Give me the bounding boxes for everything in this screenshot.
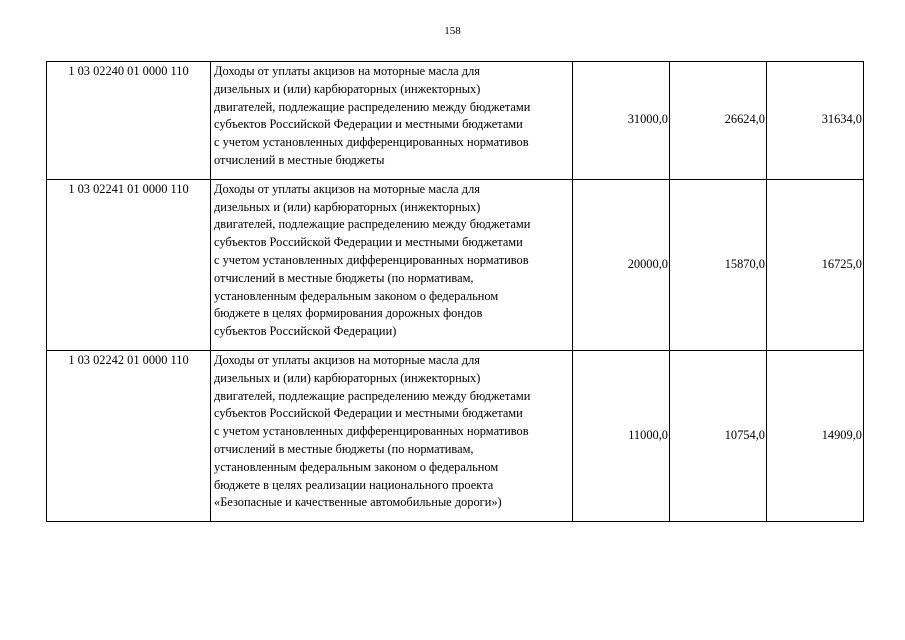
- description-line: субъектов Российской Федерации и местными бюджетами: [214, 406, 523, 421]
- description-line: отчислений в местные бюджеты (по нормативам,: [214, 441, 474, 456]
- description-line: бюджете в целях формирования дорожных фондов: [214, 306, 483, 321]
- description-line: установленным федеральным законом о федеральном: [214, 288, 499, 303]
- table-row: [47, 350, 864, 521]
- value-cell-year-2: 26624,0: [670, 62, 767, 180]
- description-line: отчислений в местные бюджеты: [214, 152, 385, 167]
- description-line: отчислений в местные бюджеты (по нормативам,: [214, 270, 474, 285]
- table-row: [47, 62, 864, 180]
- description-line: с учетом установленных дифференцированных нормативов: [214, 424, 529, 439]
- revenue-table: [46, 61, 864, 522]
- value-cell-year-3: 14909,0: [767, 350, 864, 521]
- description-cell: [211, 62, 573, 180]
- value-cell-year-1: 31000,0: [573, 62, 670, 180]
- value-cell-year-3: 16725,0: [767, 179, 864, 350]
- page-number: 158: [444, 25, 461, 37]
- value-cell-year-1: 11000,0: [573, 350, 670, 521]
- value-cell-year-2: 15870,0: [670, 179, 767, 350]
- description-cell: [211, 350, 573, 521]
- table-row: [47, 179, 864, 350]
- value-cell-year-2: 10754,0: [670, 350, 767, 521]
- description-line: установленным федеральным законом о федеральном: [214, 459, 499, 474]
- table-body: [47, 62, 864, 522]
- description-line: Доходы от уплаты акцизов на моторные масла для: [214, 352, 480, 367]
- description-line: Доходы от уплаты акцизов на моторные масла для: [214, 64, 480, 78]
- description-line: с учетом установленных дифференцированных нормативов: [214, 252, 529, 267]
- budget-code-cell: 1 03 02242 01 0000 110: [47, 350, 211, 521]
- budget-code-cell: 1 03 02241 01 0000 110: [47, 179, 211, 350]
- description-line: субъектов Российской Федерации): [214, 324, 397, 339]
- value-cell-year-3: 31634,0: [767, 62, 864, 180]
- description-line: двигателей, подлежащие распределению между бюджетами: [214, 99, 531, 114]
- budget-code-cell: 1 03 02240 01 0000 110: [47, 62, 211, 180]
- description-line: субъектов Российской Федерации и местными бюджетами: [214, 117, 523, 132]
- description-line: субъектов Российской Федерации и местными бюджетами: [214, 235, 523, 250]
- description-line: дизельных и (или) карбюраторных (инжекторных): [214, 199, 481, 214]
- description-line: двигателей, подлежащие распределению между бюджетами: [214, 217, 531, 232]
- description-line: дизельных и (или) карбюраторных (инжекторных): [214, 81, 481, 96]
- description-line: дизельных и (или) карбюраторных (инжекторных): [214, 370, 481, 385]
- description-line: Доходы от уплаты акцизов на моторные масла для: [214, 181, 480, 196]
- description-line: с учетом установленных дифференцированных нормативов: [214, 135, 529, 150]
- description-line: двигателей, подлежащие распределению между бюджетами: [214, 388, 531, 403]
- value-cell-year-1: 20000,0: [573, 179, 670, 350]
- description-cell: [211, 179, 573, 350]
- description-line: бюджете в целях реализации национального проекта: [214, 477, 494, 492]
- description-line: «Безопасные и качественные автомобильные дороги»): [214, 495, 502, 510]
